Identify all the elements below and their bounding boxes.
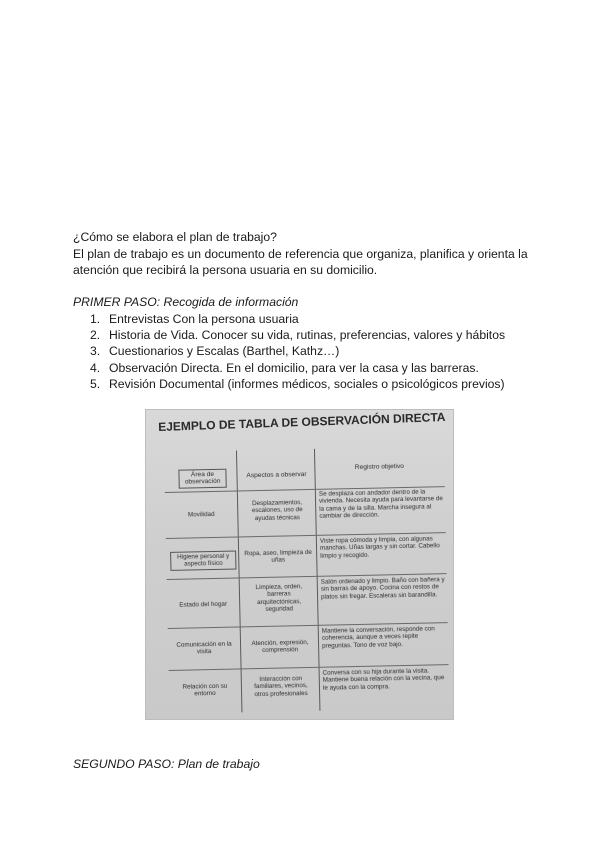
table-cell-area: Higiene personal y aspecto físico <box>170 551 236 571</box>
table-header-aspects: Aspectos a observar <box>246 471 307 480</box>
table-cell-area: Movilidad <box>187 510 215 519</box>
intro-paragraph-line-2: atención que recibirá la persona usuaria en su domicilio. <box>73 263 378 277</box>
table-cell-record: Salón ordenado y limpio. Baño con bañera y sin barras de apoyo. Cocina con restos de platos sin fregar. Escaleras sin barandilla. <box>320 576 445 601</box>
table-cell-record: Conversa con su hija durante la visita. Mantiene buena relación con la vecina, que le ayuda con la compra. <box>322 667 445 692</box>
table-cell-area: Comunicación en la visita <box>176 640 232 656</box>
step2-heading: SEGUNDO PASO: Plan de trabajo <box>73 757 260 771</box>
list-item: 1. Entrevistas Con la persona usuaria <box>90 312 299 326</box>
table-cell-aspects: Ropa, aseo, limpieza de uñas <box>244 548 312 565</box>
step1-heading: PRIMER PASO: Recogida de información <box>73 295 299 309</box>
table-header-area: Área de observación <box>178 469 226 489</box>
intro-paragraph-line-1: El plan de trabajo es un documento de referencia que organiza, planifica y orienta la <box>73 247 528 261</box>
list-item: 2. Historia de Vida. Conocer su vida, rutinas, preferencias, valores y hábitos <box>90 328 506 343</box>
section-question: ¿Cómo se elabora el plan de trabajo? <box>73 230 277 244</box>
observation-table-grid <box>164 446 449 714</box>
observation-table-photo <box>145 409 454 720</box>
table-header-record: Registro objetivo <box>354 462 404 472</box>
list-item: 3. Cuestionarios y Escalas (Barthel, Kathz…) <box>90 344 340 359</box>
table-cell-record: Viste ropa cómoda y limpia, con algunas manchas. Uñas largas y sin cortar. Cabello limpio y recogido. <box>319 535 440 560</box>
table-cell-record: Se desplaza con andador dentro de la vivienda. Necesita ayuda para levantarse de la cama y de la silla. Marcha insegura al cambiar de dirección. <box>318 488 444 520</box>
table-cell-aspects: Limpieza, orden, barreras arquitectónicas, seguridad <box>255 583 303 614</box>
table-cell-aspects: Desplazamientos, escalones, uso de ayudas técnicas <box>251 499 303 522</box>
table-cell-aspects: Interacción con familiares, vecinos, otros profesionales <box>254 675 308 698</box>
photo-table-title: EJEMPLO DE TABLA DE OBSERVACIÓN DIRECTA <box>158 409 446 434</box>
list-item: 5. Revisión Documental (informes médicos, sociales o psicológicos previos) <box>90 376 505 391</box>
list-item: 4. Observación Directa. En el domicilio, para ver la casa y las barreras. <box>90 360 479 375</box>
table-cell-record: Mantiene la conversación, responde con coherencia, aunque a veces repite preguntas. Tono de voz bajo. <box>321 625 435 650</box>
table-cell-area: Estado del hogar <box>179 600 228 609</box>
step1-list <box>90 311 505 392</box>
table-cell-aspects: Atención, expresión, comprensión <box>251 639 309 655</box>
table-cell-area: Relación con su entorno <box>182 682 228 698</box>
